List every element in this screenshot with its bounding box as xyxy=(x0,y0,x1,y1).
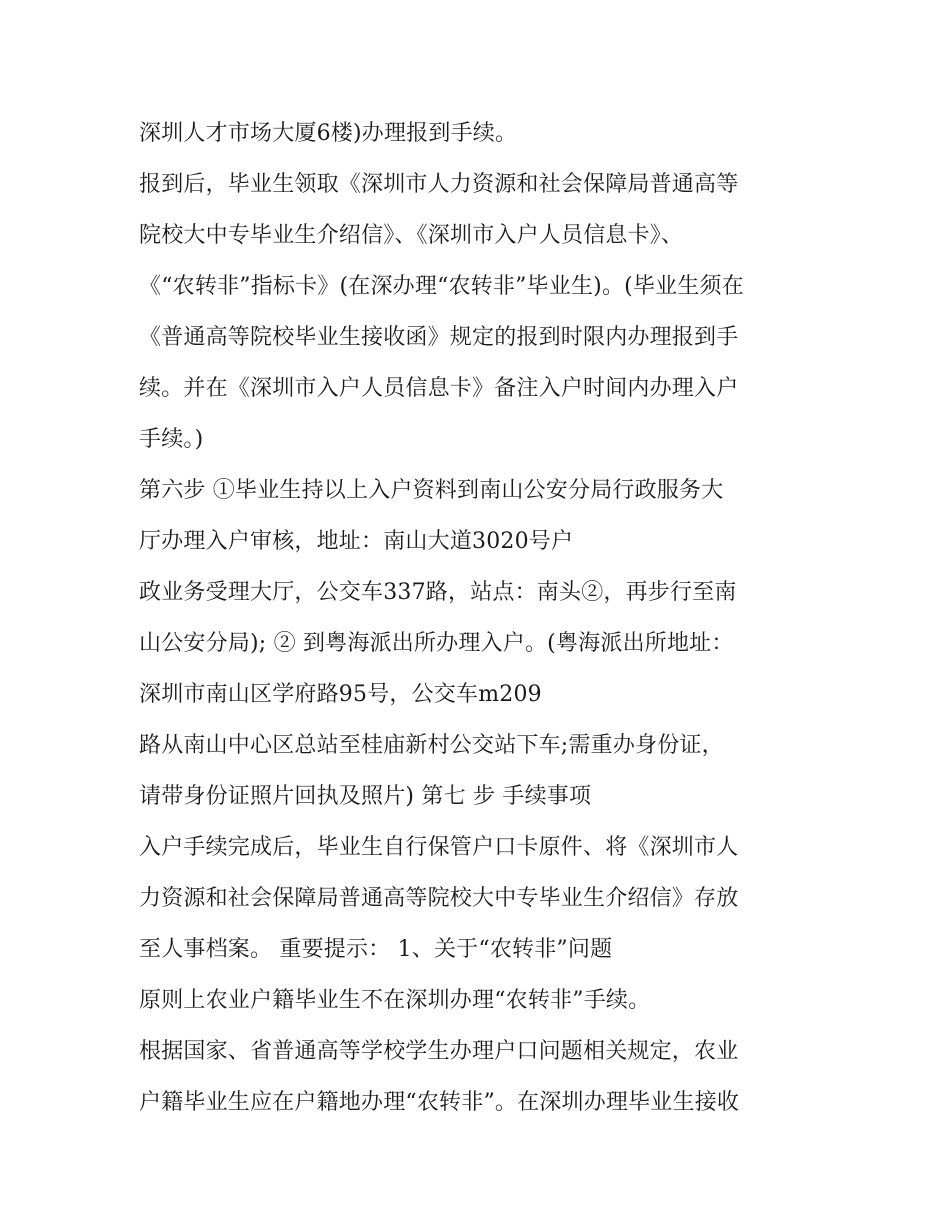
text-line: 至人事档案。 重要提示： 1、关于“农转非”问题 xyxy=(139,937,613,962)
text-line: 报到后，毕业生领取《深圳市人力资源和社会保障局普通高等 xyxy=(139,172,739,197)
text-line: 深圳人才市场大厦6楼)办理报到手续。 xyxy=(139,121,518,146)
text-line: 入户手续完成后，毕业生自行保管户口卡原件、将《深圳市人 xyxy=(139,835,739,860)
text-line: 第六步 ①毕业生持以上入户资料到南山公安分局行政服务大 xyxy=(139,478,724,503)
text-line: 院校大中专毕业生介绍信》、《深圳市入户人员信息卡》、 xyxy=(139,223,684,248)
text-line: 原则上农业户籍毕业生不在深圳办理“农转非”手续。 xyxy=(139,988,651,1013)
text-line: 根据国家、省普通高等学校学生办理户口问题相关规定，农业 xyxy=(139,1039,739,1064)
text-line: 路从南山中心区总站至桂庙新村公交站下车;需重办身份证， xyxy=(139,733,724,758)
text-line: 政业务受理大厅，公交车337路，站点：南头②，再步行至南 xyxy=(139,580,737,605)
text-line: 力资源和社会保障局普通高等院校大中专毕业生介绍信》存放 xyxy=(139,886,739,911)
text-line: 深圳市南山区学府路95号，公交车m209 xyxy=(139,682,542,707)
text-line: 户籍毕业生应在户籍地办理“农转非”。在深圳办理毕业生接收 xyxy=(139,1090,740,1115)
text-line: 厅办理入户审核，地址：南山大道3020号户 xyxy=(139,529,574,554)
text-line: 请带身份证照片回执及照片) 第七 步 手续事项 xyxy=(139,784,592,809)
text-line: 手续。) xyxy=(139,427,204,452)
document-body xyxy=(139,108,829,1128)
text-line: 《“农转非”指标卡》(在深办理“农转非”毕业生)。(毕业生须在 xyxy=(139,274,744,299)
text-line: 山公安分局); ② 到粤海派出所办理入户。(粤海派出所地址： xyxy=(139,631,734,656)
text-line: 续。并在《深圳市入户人员信息卡》备注入户时间内办理入户 xyxy=(139,376,739,401)
text-line: 《普通高等院校毕业生接收函》规定的报到时限内办理报到手 xyxy=(139,325,739,350)
